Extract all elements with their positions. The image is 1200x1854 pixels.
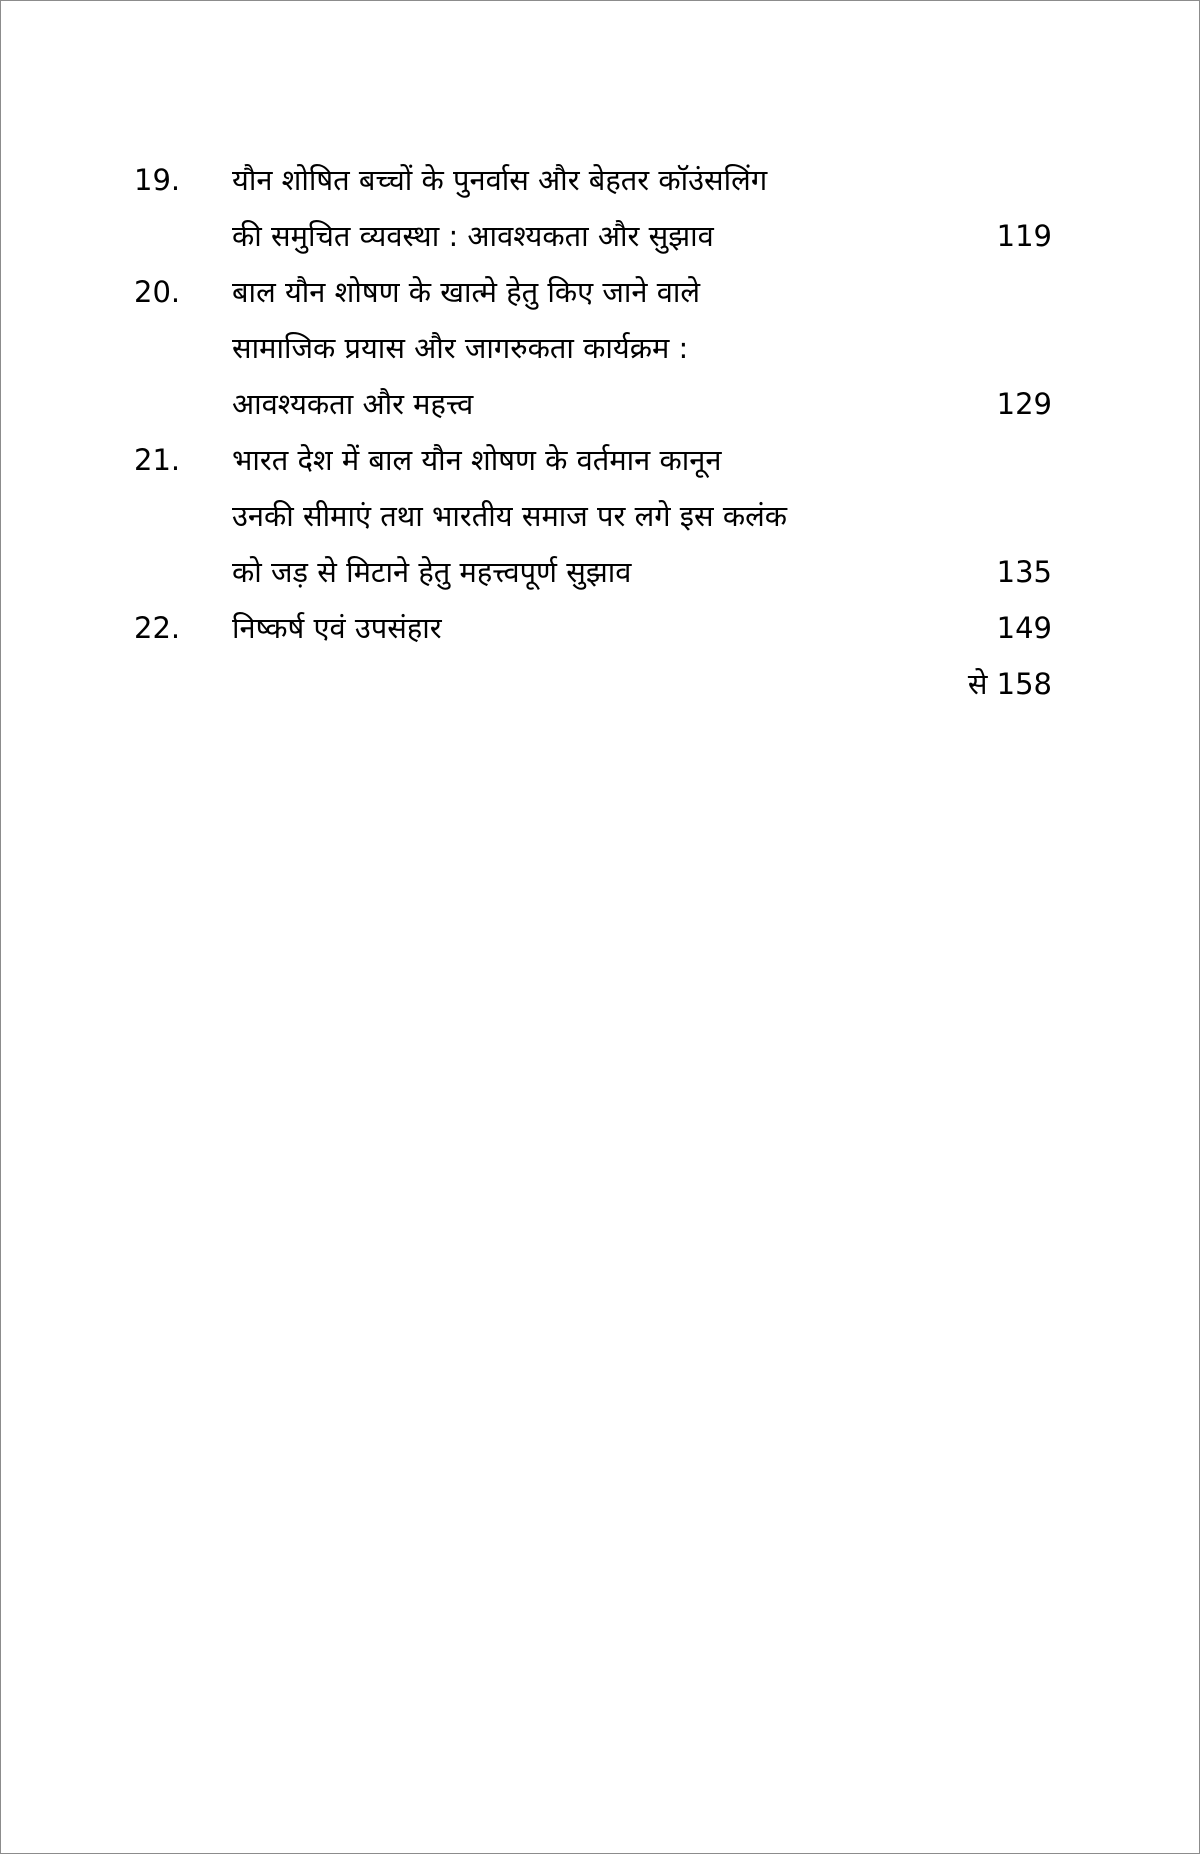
entry-line <box>0 600 1200 656</box>
entry-title-line-1: बाल यौन शोषण के खात्मे हेतु किए जाने वाले <box>232 275 701 309</box>
toc-entry-21 <box>0 432 1200 600</box>
entry-title-line-2: सामाजिक प्रयास और जागरुकता कार्यक्रम : <box>232 331 689 365</box>
entry-line <box>0 432 1200 488</box>
entry-line <box>0 320 1200 376</box>
entry-line <box>0 656 1200 712</box>
entry-line <box>0 376 1200 432</box>
entry-title-line-2: की समुचित व्यवस्था : आवश्यकता और सुझाव <box>232 219 714 253</box>
entry-number: 21. <box>134 443 181 477</box>
entry-page-number: 135 <box>996 555 1052 589</box>
entry-line <box>0 544 1200 600</box>
table-of-contents <box>0 152 1200 712</box>
entry-title-line-1: भारत देश में बाल यौन शोषण के वर्तमान कानून <box>232 443 722 477</box>
entry-line <box>0 152 1200 208</box>
entry-title-line-2: उनकी सीमाएं तथा भारतीय समाज पर लगे इस कलंक <box>232 499 788 533</box>
entry-line <box>0 488 1200 544</box>
toc-entry-22 <box>0 600 1200 712</box>
entry-page-number: 129 <box>996 387 1052 421</box>
entry-title-line-3: आवश्यकता और महत्त्व <box>232 387 474 421</box>
entry-line <box>0 208 1200 264</box>
entry-title-line-1: यौन शोषित बच्चों के पुनर्वास और बेहतर कॉउंसलिंग <box>232 163 768 197</box>
entry-page-range-end: से 158 <box>967 667 1052 701</box>
entry-number: 20. <box>134 275 181 309</box>
entry-number: 22. <box>134 611 181 645</box>
entry-number: 19. <box>134 163 181 197</box>
toc-entry-19 <box>0 152 1200 264</box>
toc-entry-20 <box>0 264 1200 432</box>
entry-title-line-3: को जड़ से मिटाने हेतु महत्त्वपूर्ण सुझाव <box>232 555 632 589</box>
entry-page-number: 149 <box>996 611 1052 645</box>
entry-title-line-1: निष्कर्ष एवं उपसंहार <box>232 611 442 645</box>
entry-line <box>0 264 1200 320</box>
entry-page-number: 119 <box>996 219 1052 253</box>
